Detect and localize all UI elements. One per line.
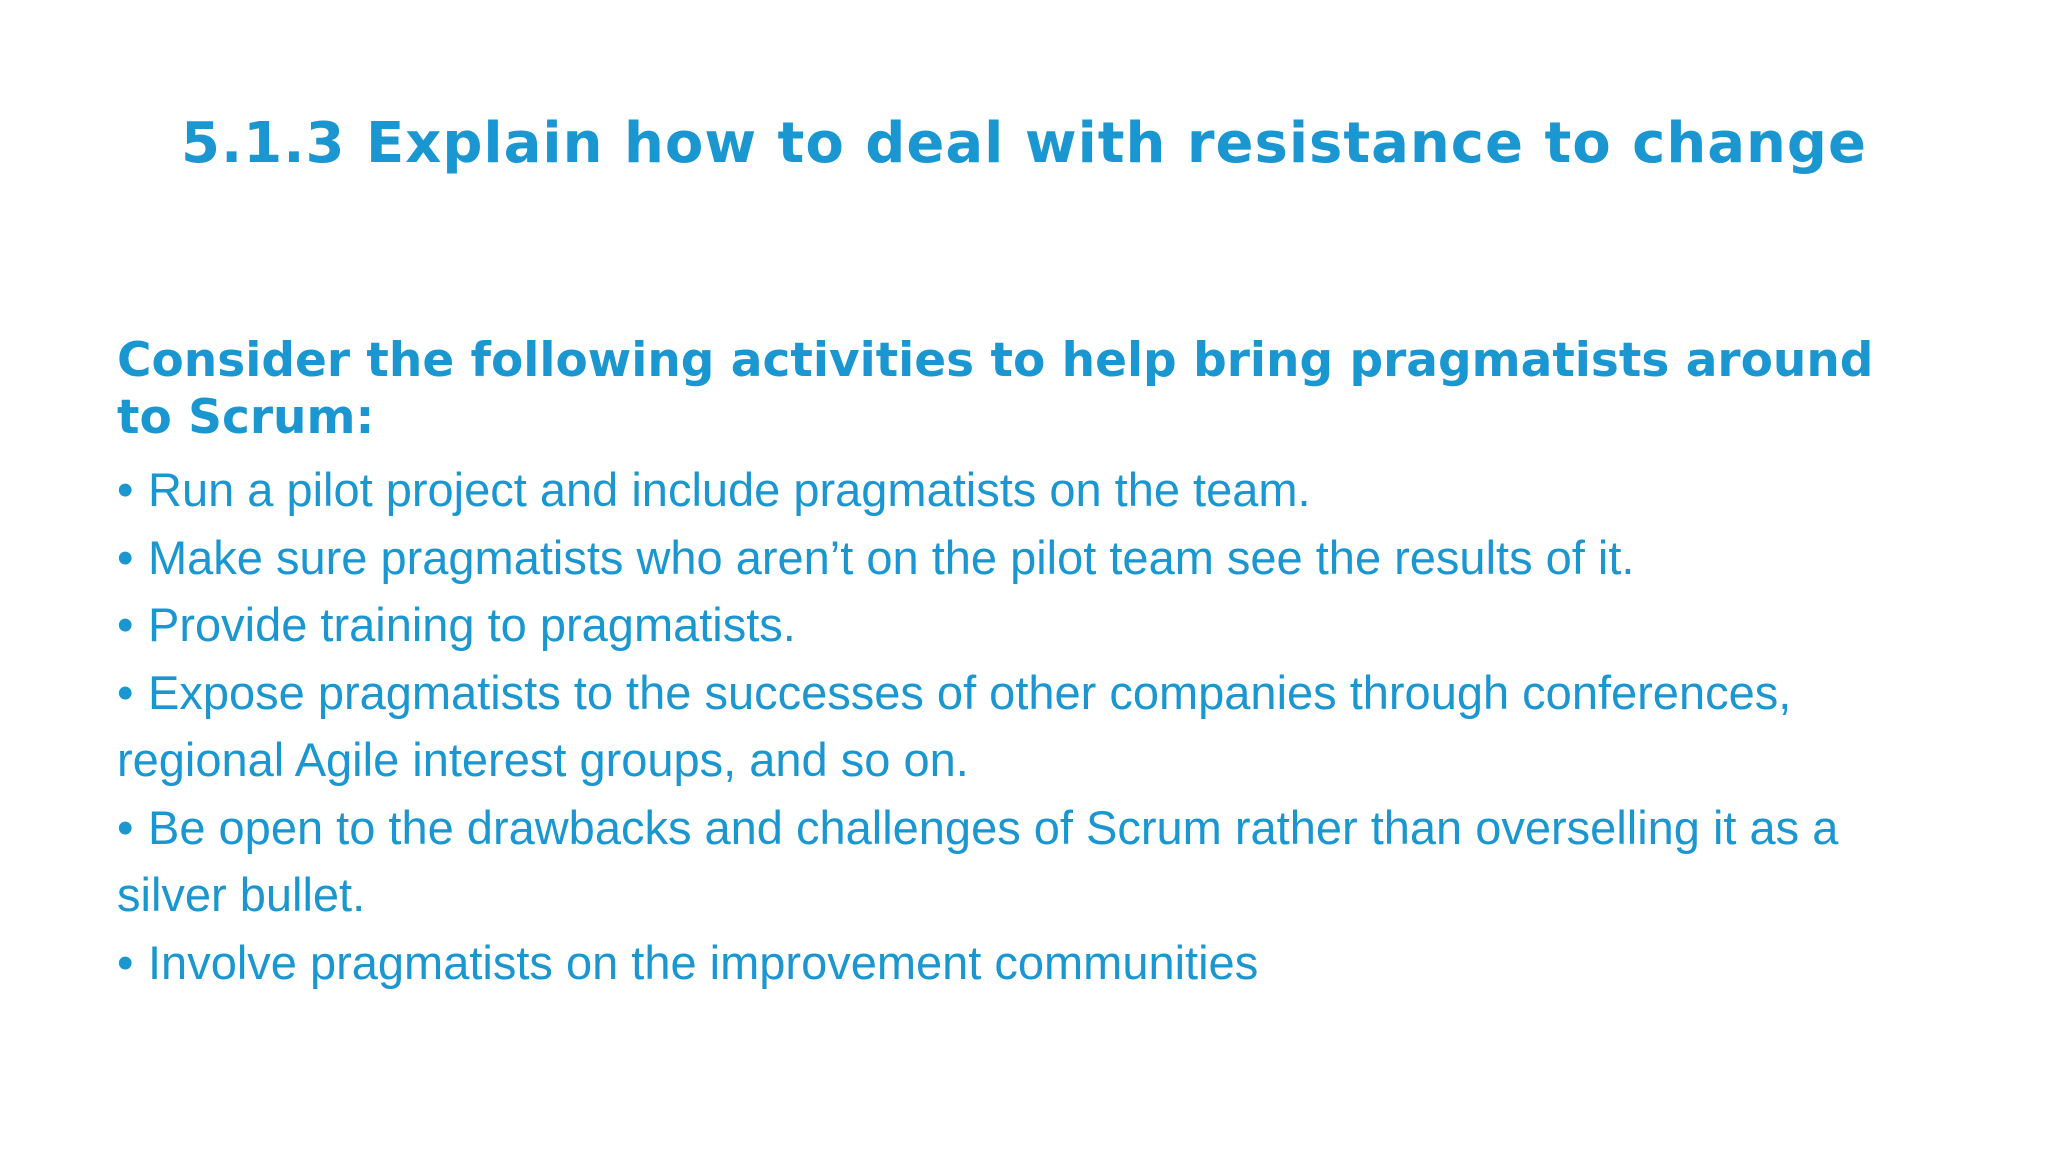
- bullet-item-pilot-project: [117, 456, 1897, 524]
- bullet-item-training: [117, 591, 1897, 659]
- intro-text: Consider the following activities to help bring pragmatists around to Scrum:: [117, 333, 1874, 445]
- bullet-item-improvement-communities: [117, 929, 1897, 997]
- bullet-icon: •: [117, 530, 134, 584]
- bullet-icon: •: [117, 598, 134, 651]
- bullet-icon: •: [117, 800, 134, 854]
- bullet-icon: •: [117, 935, 134, 989]
- bullet-text: Provide training to pragmatists.: [148, 598, 796, 651]
- bullet-list: [117, 456, 1897, 996]
- bullet-item-see-results: [117, 524, 1897, 592]
- bullet-icon: •: [117, 665, 134, 719]
- bullet-text: Be open to the drawbacks and challenges of Scrum rather than overselling it as a silver bullet.: [117, 800, 1839, 921]
- slide-title: 5.1.3 Explain how to deal with resistance to change: [181, 111, 1867, 176]
- bullet-item-be-open: [117, 794, 1897, 929]
- slide-content: [117, 332, 1897, 996]
- bullet-icon: •: [117, 463, 134, 516]
- bullet-item-expose-successes: [117, 659, 1897, 794]
- bullet-text: Run a pilot project and include pragmatists on the team.: [148, 463, 1311, 516]
- bullet-text: Involve pragmatists on the improvement communities: [148, 935, 1259, 989]
- bullet-text: Expose pragmatists to the successes of other companies through conferences, regional Agile interest groups, and so on.: [117, 665, 1792, 786]
- bullet-text: Make sure pragmatists who aren’t on the pilot team see the results of it.: [148, 530, 1635, 584]
